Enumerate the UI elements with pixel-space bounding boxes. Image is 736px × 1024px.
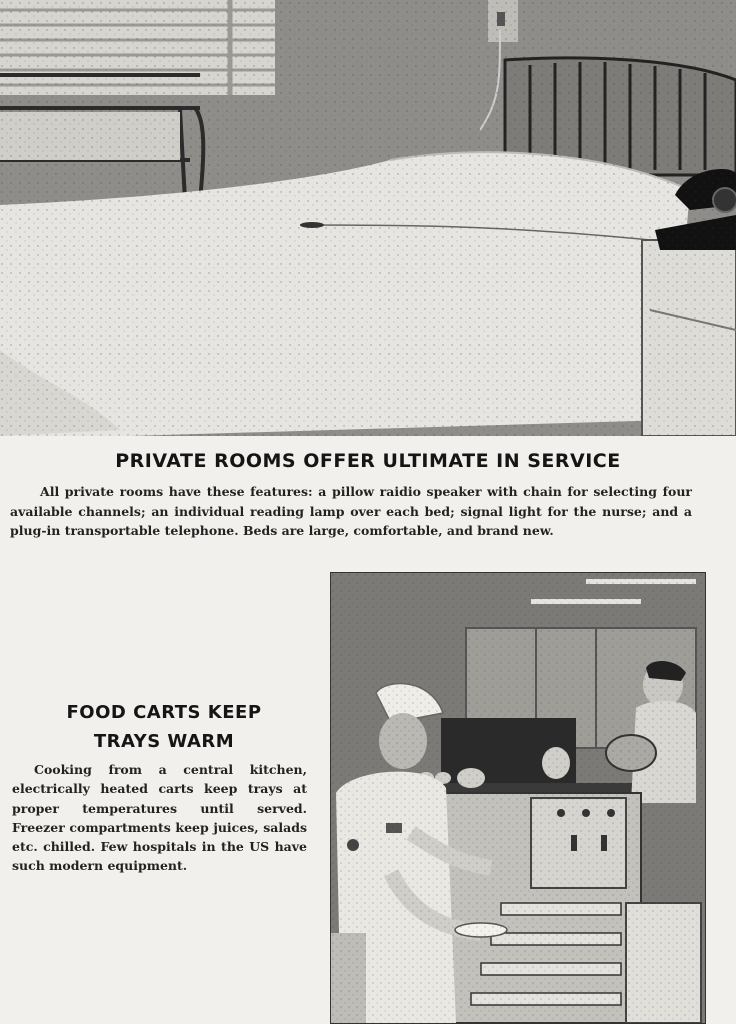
carts-caption: Cooking from a central kitchen, electrically heated carts keep trays at proper temperatures until served. Freezer compartments keep juices, salads etc. chilled. Few hospitals in the US have such modern equipment. [12,762,307,874]
kitchen-food-cart-photo [330,572,706,1024]
hospital-bed-illustration [0,0,736,436]
carts-heading: FOOD CARTS KEEP TRAYS WARM [66,702,262,752]
kitchen-illustration [331,573,705,1023]
rooms-caption: All private rooms have these features: a pillow raidio speaker with chain for selecting four available channels; an individual reading lamp over each bed; signal light for the nurse; and a plug-in transportable telephone. Beds are large, comfortable, and brand new. [10,484,692,538]
rooms-heading: PRIVATE ROOMS OFFER ULTIMATE IN SERVICE [115,450,621,472]
hospital-bed-photo [0,0,736,436]
